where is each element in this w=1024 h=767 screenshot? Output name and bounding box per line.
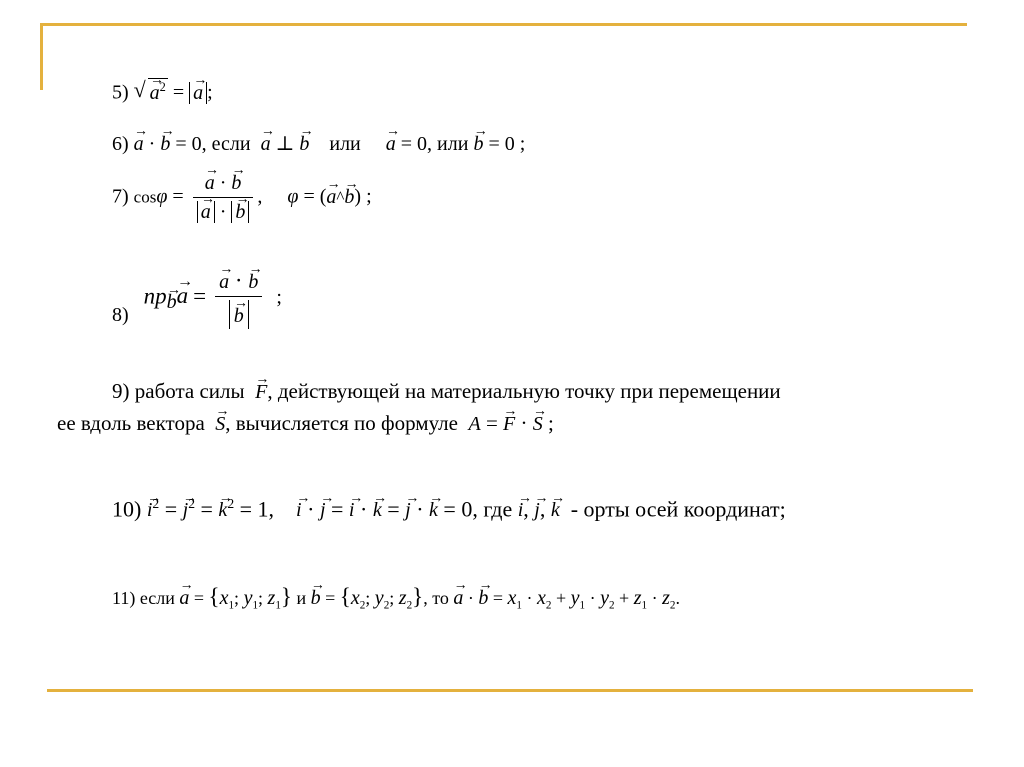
coord-y: y	[600, 587, 609, 609]
unit-vector-i: → i	[296, 499, 302, 522]
coord-y: y	[570, 587, 580, 609]
vector-a: → a	[193, 82, 203, 104]
equals-sign: =	[303, 185, 315, 208]
text-or: или	[329, 133, 361, 155]
subscript: 1	[228, 599, 235, 612]
text: - орты осей координат;	[570, 496, 786, 522]
item-number: 5)	[112, 81, 129, 104]
vector-b: → b	[473, 133, 483, 156]
coord-x: x	[219, 587, 229, 609]
equals-sign: =	[172, 185, 184, 208]
equals-zero: = 0	[175, 133, 202, 155]
item-number: 8)	[112, 304, 129, 327]
coord-y: y	[374, 587, 384, 609]
subscript: 1	[516, 599, 522, 612]
text-if: 11) если	[112, 588, 175, 608]
perp-symbol: ⊥	[275, 133, 295, 155]
vector-a: → a	[326, 186, 336, 209]
vector-b: → b	[478, 587, 488, 610]
comma: ,	[523, 496, 529, 522]
vector-a: → a	[179, 587, 189, 610]
subscript: 2	[406, 599, 413, 612]
vector-b: → b	[299, 133, 309, 156]
exponent: 2	[188, 496, 195, 511]
vector-b-subscript: → $_b$	[167, 291, 177, 314]
subscript: 2	[608, 599, 615, 612]
unit-vector-k: → k	[373, 499, 382, 522]
square-root: √ → $a^2$	[134, 78, 168, 105]
dot-operator: ·	[148, 133, 156, 155]
subscript: 1	[579, 599, 586, 612]
projection-np: np	[143, 283, 167, 309]
formula-7	[112, 172, 372, 224]
formula-6	[112, 131, 525, 156]
vector-a: → a	[205, 172, 215, 195]
coord-y: y	[243, 587, 253, 609]
item-number: 10)	[112, 496, 142, 522]
text: , вычисляется по формуле	[225, 411, 458, 435]
formula-8	[112, 268, 282, 329]
equals-zero: = 0	[488, 133, 515, 155]
unit-vector-k: → k	[218, 499, 227, 522]
vector-a: → a	[201, 201, 211, 223]
text: , действующей на материальную точку при перемещении	[267, 379, 781, 403]
subscript: 2	[545, 599, 552, 612]
vector-a: → a	[453, 587, 463, 610]
work-A: A	[468, 413, 481, 435]
subscript: 1	[275, 599, 281, 612]
phi-symbol: φ	[156, 185, 168, 208]
vector-F: → F	[503, 413, 515, 436]
subscript: 2	[669, 599, 676, 612]
frame-bottom-border	[47, 689, 973, 692]
unit-vector-j: → j	[534, 499, 540, 522]
exponent: 2	[152, 496, 160, 511]
paren-close: )	[354, 185, 362, 208]
vector-b: → b	[231, 172, 241, 195]
text: ее вдоль вектора	[57, 411, 205, 435]
vector-b: → b	[235, 201, 245, 223]
coord-z: z	[662, 587, 670, 609]
formula-9-line-1	[112, 379, 781, 404]
unit-vector-i: → i	[349, 499, 355, 522]
paren-open: (	[319, 185, 327, 208]
vector-F: → F	[255, 381, 267, 404]
equals-zero: = 0	[443, 496, 473, 522]
phi-symbol: φ	[287, 185, 299, 208]
equals-sign: =	[193, 283, 207, 309]
cos-function: cos	[133, 187, 157, 207]
vector-a: → a	[261, 133, 271, 156]
comma: ,	[539, 496, 546, 522]
subscript: 1	[641, 599, 648, 612]
coord-z: z	[267, 587, 276, 609]
coord-x: x	[536, 587, 546, 609]
vector-a: → a	[150, 82, 160, 105]
semicolon: ;	[207, 81, 213, 104]
item-number: 6)	[112, 133, 129, 155]
fraction: → a · → b → b	[215, 268, 262, 329]
vector-b: → b	[344, 186, 354, 209]
angle-symbol: ^	[336, 187, 345, 207]
unit-vector-i: → i	[518, 499, 524, 522]
comma: ,	[257, 185, 263, 208]
semicolon: ;	[519, 133, 526, 155]
exponent: 2	[159, 80, 166, 94]
unit-vector-i: → i	[147, 499, 153, 522]
semicolon: ;	[548, 411, 554, 435]
text-then: , то	[423, 588, 449, 608]
vector-b: → b	[160, 133, 170, 156]
unit-vector-j: → j	[320, 499, 326, 522]
text: 9) работа силы	[112, 379, 245, 403]
vector-b: → b	[311, 587, 321, 610]
semicolon: ;	[366, 185, 372, 208]
subscript: 2	[359, 599, 366, 612]
vector-S: → S	[533, 413, 543, 436]
vector-a: → a	[386, 133, 396, 156]
text-and: и	[296, 588, 307, 608]
unit-vector-k: → k	[429, 499, 438, 522]
equals-sign: =	[172, 81, 185, 104]
frame-left-border	[40, 23, 43, 90]
coord-z: z	[398, 587, 407, 609]
fraction: → a · → b → a · → b	[193, 172, 254, 224]
coord-x: x	[507, 587, 517, 609]
equals-zero: = 0	[400, 133, 428, 155]
semicolon: ;	[276, 286, 282, 309]
period: .	[675, 588, 680, 608]
exponent: 2	[227, 496, 235, 511]
vector-b: → b	[248, 271, 258, 294]
subscript: 2	[383, 599, 390, 612]
unit-vector-k: → k	[551, 499, 560, 522]
vector-b: → b	[234, 305, 244, 327]
vector-S: → S	[215, 413, 225, 436]
formula-10: $10) \to i^2$ = → $j^2$ = → $k^2 = 1$, → i · → j = → i · → k = → j · → k = 0, где → i, → j, → k - орты осей координат;	[112, 496, 786, 522]
coord-x: x	[350, 587, 360, 609]
coord-z: z	[633, 587, 642, 609]
vector-a: → a	[134, 133, 144, 156]
vector-a: → a	[219, 271, 229, 294]
vector-a: → a	[177, 283, 189, 309]
frame-top-border	[40, 23, 967, 26]
formula-9-line-2: ее вдоль вектора → S, вычисляется по формуле A = → F · → S ;	[57, 411, 554, 436]
item-number: 7)	[112, 185, 129, 208]
text-where: , где	[472, 496, 513, 522]
equals-one: = 1,	[239, 496, 275, 522]
text-if: , если	[201, 133, 251, 155]
formula-11: 11) если → $a = \{x_1$; $y_1$; $z_1$} $и \to b = \{x_2$; $y_2$; $z_2$}, то → a · → $b = x_1 \cdot x_2 + y_1 \cdot y_2 + z_1 \cdot z_2$.	[112, 584, 680, 612]
text-or: , или	[427, 133, 469, 155]
unit-vector-j: → j	[405, 499, 411, 522]
subscript: 1	[252, 599, 259, 612]
unit-vector-j: → j	[183, 499, 189, 522]
formula-5	[112, 78, 213, 105]
